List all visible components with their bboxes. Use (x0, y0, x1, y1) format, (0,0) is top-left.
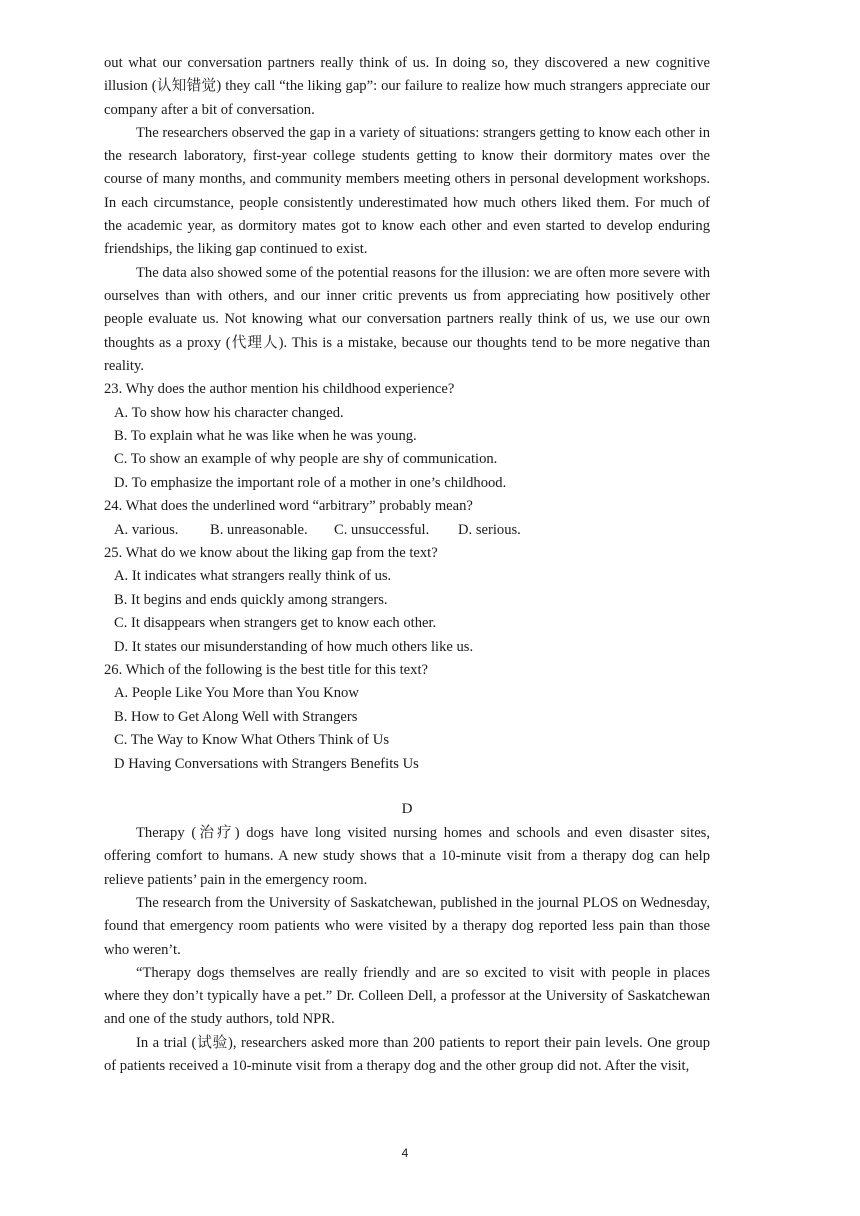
option-a: A. To show how his character changed. (114, 404, 344, 421)
question-26 (104, 659, 710, 776)
option-c: C. It disappears when strangers get to know each other. (114, 615, 437, 632)
passage-c-paragraph: The data also showed some of the potential reasons for the illusion: we are often more severe with ourselves than with others, and our inner critic prevents us from appreciating how positively other people evaluate us. Not knowing what our conversation partners really think of us, we use our own thoughts as a proxy (代理人). This is a mistake, because our thoughts tend to be more negative than reality. (104, 264, 710, 374)
passage-d-paragraph: “Therapy dogs themselves are really friendly and are so excited to visit with people in places where they don’t typically have a pet.” Dr. Colleen Dell, a professor at the University of Saskatchewan and one of the study authors, told NPR. (104, 964, 710, 1028)
passage-c-paragraph: The researchers observed the gap in a variety of situations: strangers getting to know each other in the research laboratory, first-year college students getting to know their dormitory mates over the course of many months, and community members meeting others in personal development workshops. In each circumstance, people consistently underestimated how much others liked them. For much of the academic year, as dormitory mates got to know each other and even started to develop enduring friendships, the liking gap continued to exist. (104, 124, 710, 258)
option-b: B. It begins and ends quickly among strangers. (114, 591, 388, 608)
option-b: B. unreasonable. (210, 521, 308, 538)
passage-d-paragraph: Therapy (治疗) dogs have long visited nursing homes and schools and even disaster sites, offering comfort to humans. A new study shows that a 10-minute visit from a therapy dog can help relieve patients’ pain in the emergency room. (104, 825, 710, 888)
option-c: C. The Way to Know What Others Think of Us (114, 732, 390, 749)
option-d: D Having Conversations with Strangers Benefits Us (114, 755, 419, 772)
option-row (114, 519, 710, 542)
passage-d-paragraph: The research from the University of Saskatchewan, published in the journal PLOS on Wednesday, found that emergency room patients who were visited by a therapy dog reported less pain than those who weren’t. (104, 894, 710, 958)
passage-d-paragraph: In a trial (试验), researchers asked more than 200 patients to report their pain levels. One group of patients received a 10-minute visit from a therapy dog and the other group did not. After the visit, (104, 1034, 710, 1075)
question-25 (104, 542, 710, 659)
option-a: A. It indicates what strangers really think of us. (114, 568, 392, 585)
question-24 (104, 495, 710, 542)
option-a: A. various. (114, 521, 179, 538)
option-d: D. serious. (458, 521, 521, 538)
section-heading-d: D (401, 801, 413, 818)
option-d: D. To emphasize the important role of a mother in one’s childhood. (114, 474, 507, 491)
question-stem: 26. Which of the following is the best title for this text? (104, 662, 428, 679)
option-a: A. People Like You More than You Know (114, 685, 359, 702)
option-b: B. To explain what he was like when he was young. (114, 427, 417, 444)
option-c: C. unsuccessful. (334, 521, 430, 538)
question-stem: 25. What do we know about the liking gap from the text? (104, 545, 438, 561)
question-23 (104, 378, 710, 495)
question-stem: 23. Why does the author mention his childhood experience? (104, 381, 455, 398)
option-d: D. It states our misunderstanding of how much others like us. (114, 638, 474, 655)
passage-c-paragraph: out what our conversation partners really think of us. In doing so, they discovered a new cognitive illusion (认知错觉) they call “the liking gap”: our failure to realize how much strangers appreciate our company after a bit of conversation. (104, 55, 710, 118)
option-b: B. How to Get Along Well with Strangers (114, 708, 358, 725)
option-c: C. To show an example of why people are shy of communication. (114, 451, 498, 468)
page-number: 4 (401, 1146, 409, 1160)
question-stem: 24. What does the underlined word “arbitrary” probably mean? (104, 498, 473, 515)
